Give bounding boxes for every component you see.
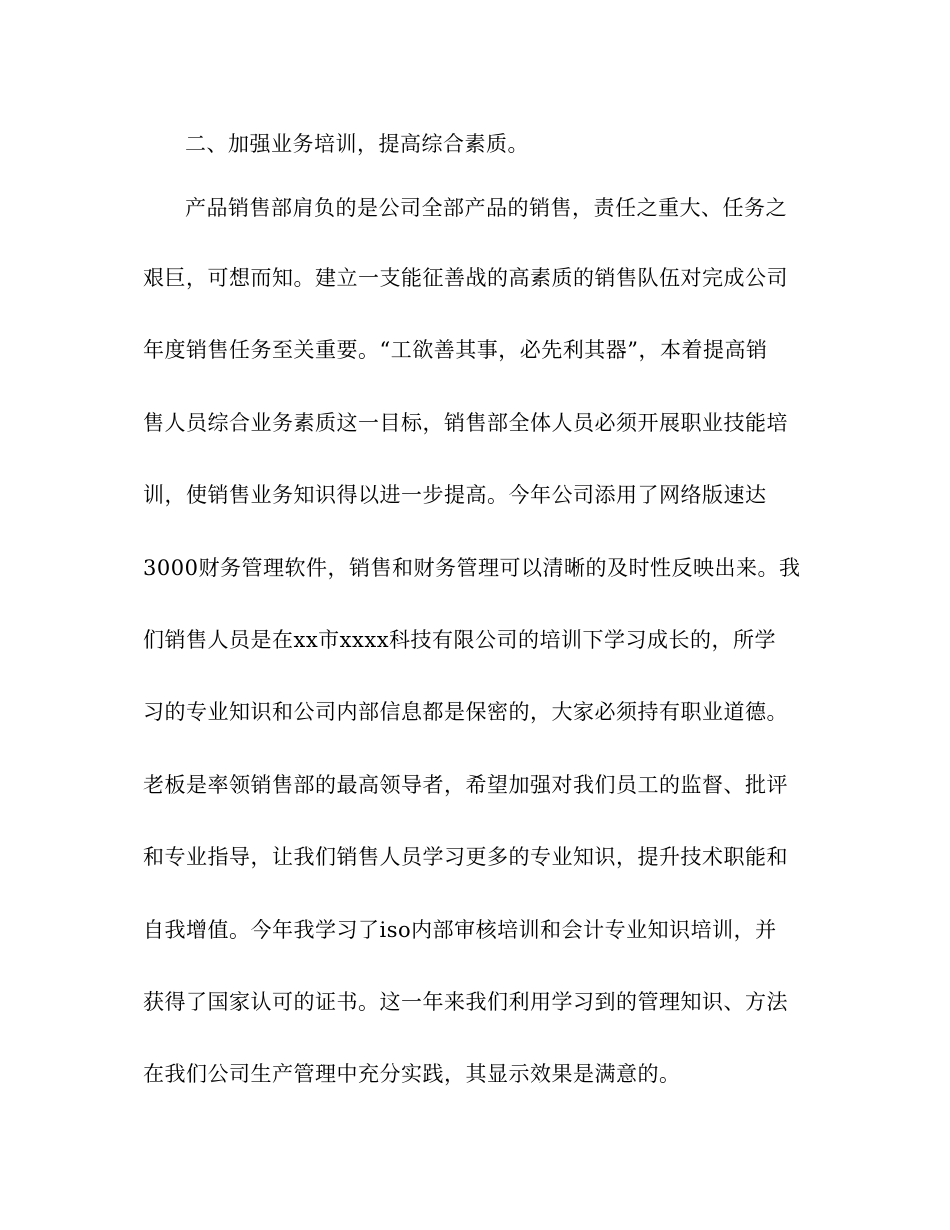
section-heading: 二、加强业务培训，提高综合素质。: [185, 132, 529, 156]
paragraph-line: 产品销售部肩负的是公司全部产品的销售，责任之重大、任务之: [185, 196, 787, 220]
paragraph-line: 习的专业知识和公司内部信息都是保密的，大家必须持有职业道德。: [143, 700, 788, 724]
paragraph-line: 训，使销售业务知识得以进一步提高。今年公司添用了网络版速达: [143, 483, 767, 507]
paragraph-line: 3000财务管理软件，销售和财务管理可以清晰的及时性反映出来。我: [143, 556, 801, 580]
paragraph-line: 年度销售任务至关重要。“工欲善其事，必先利其器”，本着提高销: [143, 338, 768, 362]
paragraph-line: 售人员综合业务素质这一目标，销售部全体人员必须开展职业技能培: [143, 411, 788, 435]
paragraph-line: 和专业指导，让我们销售人员学习更多的专业知识，提升技术职能和: [143, 845, 788, 869]
paragraph-line: 自我增值。今年我学习了iso内部审核培训和会计专业知识培训，并: [143, 918, 777, 942]
paragraph-line: 们销售人员是在xx市xxxx科技有限公司的培训下学习成长的，所学: [143, 628, 777, 652]
paragraph-line: 老板是率领销售部的最高领导者，希望加强对我们员工的监督、批评: [143, 773, 788, 797]
paragraph-line: 在我们公司生产管理中充分实践，其显示效果是满意的。: [143, 1062, 681, 1086]
paragraph-line: 艰巨，可想而知。建立一支能征善战的高素质的销售队伍对完成公司: [143, 266, 788, 290]
paragraph-line: 获得了国家认可的证书。这一年来我们利用学习到的管理知识、方法: [143, 990, 788, 1014]
